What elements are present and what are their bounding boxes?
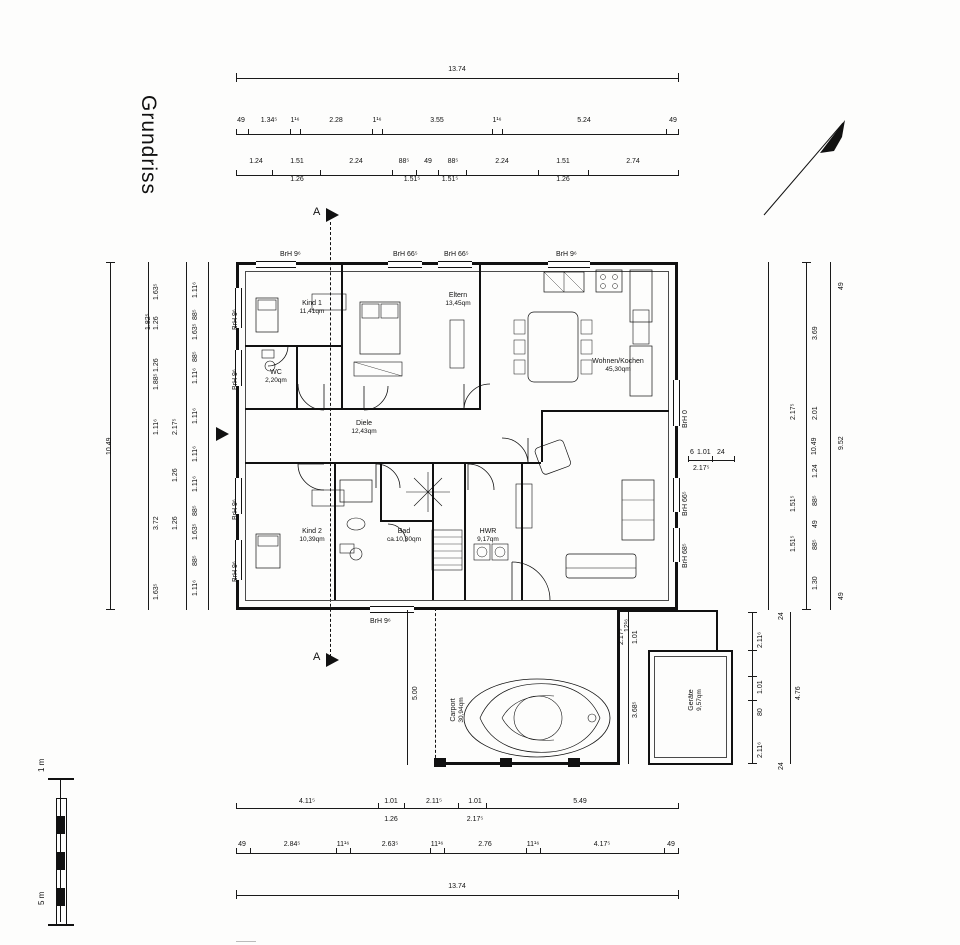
room-label-hwr: [466, 528, 510, 544]
dim-left1-1: 88⁵: [192, 309, 199, 320]
dim-bot1-4: 5.49: [573, 798, 587, 805]
section-arrow-top-icon: [326, 208, 339, 222]
room-label-diele: [340, 420, 388, 436]
dim-left2-9: 3.72: [153, 516, 160, 530]
scale-label-5m: 5 m: [37, 891, 46, 905]
window-label-top-2: BrH 66⁵: [393, 251, 418, 258]
room-area: 12,43qm: [351, 428, 377, 436]
carport-axis-line: [435, 608, 436, 763]
dim-left-total: 10.49: [106, 437, 113, 455]
dim-carport-depth: 5.00: [412, 686, 419, 700]
dim-bot1b-0: 1.26: [384, 816, 398, 823]
dim-top2b-0: 1.26: [290, 176, 304, 183]
dim-right1-8: 1.30: [812, 576, 819, 590]
dim-right1-9: 49: [838, 592, 845, 600]
room-name: Kind 1: [302, 300, 322, 307]
dim-top1-2: 1¹⁶: [290, 117, 300, 124]
dim-top2-4: 49: [424, 158, 432, 165]
dim-bot2-7: 4.17⁵: [593, 841, 611, 848]
car-icon: [462, 676, 612, 760]
dim-right1-7: 88⁵: [812, 539, 819, 550]
room-area: 2,20qm: [265, 377, 287, 385]
dim-right1-6: 49: [812, 520, 819, 528]
dim-left1-3: 88⁵: [192, 351, 199, 362]
dim-left2-0: 1.63⁵: [153, 283, 160, 300]
dim-left2-7: 1.26: [172, 468, 179, 482]
room-name: Geräte: [688, 689, 695, 711]
dim-left1-5: 1.11⁶: [192, 408, 199, 424]
dim-top2-2: 2.24: [349, 158, 363, 165]
dim-bot2-5: 2.76: [478, 841, 492, 848]
dim-left1-10: 88⁵: [192, 555, 199, 566]
window-label-right-2: BrH 66⁵: [682, 491, 689, 516]
room-name: WC: [270, 369, 282, 376]
dim-right-small-3: 2.17⁵: [693, 465, 710, 472]
dim-right2-1: 1.51⁵: [790, 495, 797, 512]
room-name: Wohnen/Kochen: [592, 358, 644, 365]
dim-geraete-4: 4.76: [795, 686, 802, 700]
dim-geraete-3: 2.11⁶: [757, 742, 764, 758]
section-mark-bottom-label: A: [313, 651, 321, 663]
dim-left1-0: 1.11⁶: [192, 282, 199, 298]
dim-bot1-0: 4.11⁵: [298, 798, 315, 805]
dim-geraete-1: 1.01: [757, 680, 764, 694]
dim-left2-10: 1.63⁵: [153, 583, 160, 600]
dim-left1-2: 1.63⁵: [192, 323, 199, 340]
dim-left2-4: 1.26: [153, 358, 160, 372]
room-name: Diele: [356, 420, 372, 427]
dim-top-total: 13.74: [448, 66, 466, 73]
window-label-left-4: BrH 9⁶: [232, 561, 239, 582]
room-name: Bad: [397, 528, 411, 535]
geraete-bottom: [648, 763, 733, 765]
dim-left1-11: 1.11⁶: [192, 580, 199, 596]
room-name: Carport: [450, 698, 457, 722]
scale-label-1m: 1 m: [37, 758, 46, 772]
dim-left1-8: 88⁵: [192, 505, 199, 516]
room-name: HWR: [479, 528, 497, 535]
dim-bot1-1: 1.01: [384, 798, 398, 805]
section-arrow-bottom-icon: [326, 653, 339, 667]
dim-top2-1: 1.51: [290, 158, 304, 165]
dim-left2-3: 1.88⁵: [153, 373, 160, 390]
dim-right-small-1: 1.01: [697, 449, 711, 456]
window-label-left-3: BrH 9⁶: [232, 499, 239, 520]
room-label-wohnen-kochen: [588, 358, 648, 374]
geraete-top: [648, 650, 733, 652]
section-arrow-left-icon: [216, 427, 229, 441]
dim-left1-6: 1.11⁶: [192, 446, 199, 462]
dim-bot2-6: 11¹⁶: [526, 841, 540, 848]
room-label-bad: [378, 528, 430, 544]
dim-right1-0: 49: [838, 282, 845, 290]
dim-right1-4: 1.24: [812, 464, 819, 478]
dim-right-total: 10.49: [811, 437, 818, 455]
room-label-kind2: [290, 528, 334, 544]
dim-left2-5: 2.17⁵: [172, 418, 179, 435]
dim-right-small-0: 6: [690, 449, 694, 456]
window-label-left-1: BrH 9⁶: [232, 309, 239, 330]
dim-bot2-3: 2.63⁵: [381, 841, 399, 848]
dim-top1-5: 3.55: [430, 117, 444, 124]
dim-right1-3: 2.17⁵: [790, 403, 797, 420]
window-label-bottom-1: BrH 9⁶: [370, 618, 391, 625]
dim-top2-7: 1.51: [556, 158, 570, 165]
dim-bot2-2: 11¹⁶: [336, 841, 350, 848]
dim-right1-2: 2.01: [812, 406, 819, 420]
dim-carport-right-b: 1.01: [632, 630, 639, 644]
dim-left2-1: 1.26: [153, 316, 160, 330]
room-name: Kind 2: [302, 528, 322, 535]
dim-top1-7: 5.24: [577, 117, 591, 124]
dim-left1-4: 1.11⁶: [192, 368, 199, 384]
dim-top2b-2: 1.51⁵: [441, 176, 459, 183]
dim-top1-8: 49: [669, 117, 677, 124]
dim-left2-2: 1.82⁵: [145, 313, 152, 330]
dim-top1-3: 2.28: [329, 117, 343, 124]
window-label-left-2: BrH 9⁶: [232, 369, 239, 390]
page-title: Grundriss: [137, 95, 160, 196]
dim-bot2-0: 49: [238, 841, 246, 848]
dim-bot2-1: 2.84⁵: [283, 841, 301, 848]
dim-geraete-2: 80: [757, 708, 764, 716]
dim-carport-right-a: 3.68⁵: [632, 701, 639, 718]
room-area: 45,30qm: [605, 366, 631, 374]
dim-top2-6: 2.24: [495, 158, 509, 165]
dim-top1-0: 49: [237, 117, 245, 124]
dim-bot2-8: 49: [667, 841, 675, 848]
dim-left1-9: 1.63⁵: [192, 523, 199, 540]
dim-top1-1: 1.34⁵: [260, 117, 278, 124]
dim-top1-6: 1¹⁶: [492, 117, 502, 124]
dim-carport-right-c: 12¹⁶: [624, 619, 631, 632]
window-label-top-4: BrH 9⁶: [556, 251, 577, 258]
dim-right2-2: 1.51⁵: [790, 535, 797, 552]
room-area: 11,41qm: [299, 308, 325, 316]
geraete-right: [731, 650, 733, 765]
window-label-top-1: BrH 9⁶: [280, 251, 301, 258]
dim-bottom-total: 13.74: [448, 883, 466, 890]
dim-right2-0: 9.52: [838, 436, 845, 450]
room-area: 13,45qm: [445, 300, 471, 308]
carport-bottom: [434, 762, 620, 765]
dim-top2-5: 88⁵: [447, 158, 459, 165]
dim-geraete-5: 24: [778, 612, 785, 620]
dim-carport-right-d: 2.17⁵: [618, 628, 625, 645]
dim-top2-3: 88⁵: [398, 158, 410, 165]
dim-geraete-6: 24: [778, 762, 785, 770]
room-area: 9,57qm: [696, 689, 704, 711]
room-label-geraete: [688, 670, 704, 730]
dim-right1-5: 88⁵: [812, 495, 819, 506]
dim-top2b-1: 1.51⁵: [403, 176, 421, 183]
dim-left2-8: 1.26: [172, 516, 179, 530]
room-area: 30,94qm: [458, 697, 466, 723]
dim-geraete-0: 2.11⁶: [757, 632, 764, 648]
dim-top1-4: 1¹⁶: [372, 117, 382, 124]
room-area: 9,17qm: [477, 536, 499, 544]
geraete-left: [648, 650, 650, 765]
section-mark-top-label: A: [313, 206, 321, 218]
dim-bot1-2: 2.11⁵: [425, 798, 442, 805]
dim-left2-6: 1.11⁶: [153, 419, 160, 435]
window-label-right-3: BrH 68⁵: [682, 543, 689, 568]
north-arrow-icon: [760, 115, 870, 225]
dim-bot1b-1: 2.17⁵: [466, 816, 484, 823]
dim-right1-1: 3.69: [812, 326, 819, 340]
dim-bot2-4: 11¹⁶: [430, 841, 444, 848]
room-name: Eltern: [448, 292, 468, 299]
room-label-eltern: [432, 292, 484, 308]
window-label-top-3: BrH 66⁵: [444, 251, 469, 258]
dim-top2b-3: 1.26: [556, 176, 570, 183]
room-label-wc: [256, 369, 296, 385]
dim-bot1-3: 1.01: [468, 798, 482, 805]
dim-top2-0: 1.24: [249, 158, 263, 165]
dim-top2-8: 2.74: [626, 158, 640, 165]
dim-right-small-2: 24: [717, 449, 725, 456]
room-area: ca.10,30qm: [387, 536, 421, 544]
window-label-right-1: BrH 0: [682, 410, 689, 428]
room-area: 10,39qm: [299, 536, 325, 544]
dim-left1-7: 1.11⁶: [192, 476, 199, 492]
room-label-kind1: [288, 300, 336, 316]
